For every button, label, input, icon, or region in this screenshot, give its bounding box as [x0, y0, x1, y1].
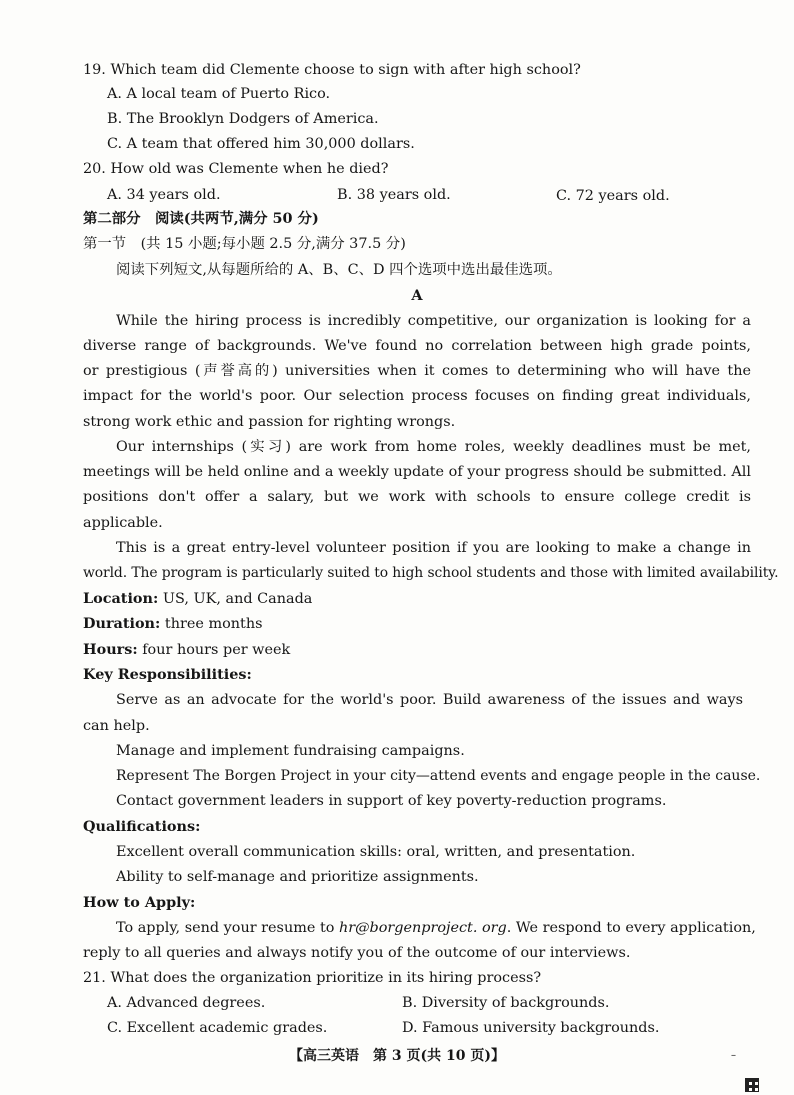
- qualification-1: Excellent overall communication skills: oral, written, and presentation.: [116, 844, 636, 860]
- q20-option-c: C. 72 years old.: [556, 188, 670, 204]
- duration-value: three months: [160, 616, 263, 632]
- p2-line-4: applicable.: [83, 515, 163, 531]
- p2-line-1: Our internships (实习) are work from home roles, weekly deadlines must be met,: [116, 439, 751, 455]
- reading-instruction: 阅读下列短文,从每题所给的 A、B、C、D 四个选项中选出最佳选项。: [116, 262, 562, 278]
- duration-label: Duration:: [83, 615, 161, 632]
- subsection-heading: 第一节 (共 15 小题;每小题 2.5 分,满分 37.5 分): [83, 236, 406, 252]
- page-footer: 【高三英语 第 3 页(共 10 页)】: [289, 1048, 505, 1064]
- footer-mark: –: [731, 1050, 736, 1061]
- duration-row: [83, 614, 751, 634]
- q21-option-b: B. Diversity of backgrounds.: [402, 995, 610, 1011]
- p1-line-2: diverse range of backgrounds. We've found no correlation between high grade points,: [83, 338, 751, 354]
- location-value: US, UK, and Canada: [158, 591, 313, 607]
- p3-line-2: world. The program is particularly suited to high school students and those with limited availability.: [83, 565, 779, 581]
- apply-text-post: . We respond to every application,: [506, 920, 756, 936]
- apply-email: hr@borgenproject. org: [338, 920, 507, 936]
- apply-line-1: [116, 918, 784, 938]
- q21-option-a: A. Advanced degrees.: [107, 995, 266, 1011]
- p2-line-3: positions don't offer a salary, but we work with schools to ensure college credit is: [83, 489, 751, 505]
- p1-line-5: strong work ethic and passion for righting wrongs.: [83, 414, 456, 430]
- passage-letter: A: [411, 287, 423, 304]
- responsibilities-heading: Key Responsibilities:: [83, 666, 252, 683]
- q20-option-b: B. 38 years old.: [337, 187, 451, 203]
- q20-option-a: A. 34 years old.: [107, 187, 221, 203]
- apply-text-pre: To apply, send your resume to: [116, 920, 339, 936]
- q19-option-c: C. A team that offered him 30,000 dollars.: [107, 136, 415, 152]
- qualifications-heading: Qualifications:: [83, 818, 201, 835]
- question-19: 19. Which team did Clemente choose to sign with after high school?: [83, 62, 581, 78]
- responsibility-2: Manage and implement fundraising campaigns.: [116, 743, 465, 759]
- p2-line-2: meetings will be held online and a weekly update of your progress should be submitted. All: [83, 464, 751, 480]
- apply-heading: How to Apply:: [83, 894, 196, 911]
- p1-line-1: While the hiring process is incredibly competitive, our organization is looking for a: [116, 313, 751, 329]
- question-20: 20. How old was Clemente when he died?: [83, 161, 389, 177]
- p3-line-1: This is a great entry-level volunteer position if you are looking to make a change in: [116, 540, 751, 556]
- q21-option-d: D. Famous university backgrounds.: [402, 1020, 660, 1036]
- responsibility-1: Serve as an advocate for the world's poor. Build awareness of the issues and ways: [116, 692, 743, 708]
- responsibility-3: Represent The Borgen Project in your city—attend events and engage people in the cause.: [116, 768, 761, 784]
- qualification-2: Ability to self-manage and prioritize assignments.: [116, 869, 479, 885]
- q19-option-a: A. A local team of Puerto Rico.: [107, 86, 331, 102]
- location-label: Location:: [83, 590, 159, 607]
- hours-value: four hours per week: [137, 642, 291, 658]
- hours-row: [83, 640, 751, 660]
- apply-line-2: reply to all queries and always notify you of the outcome of our interviews.: [83, 945, 631, 961]
- hours-label: Hours:: [83, 641, 138, 658]
- section-part-heading: 第二部分 阅读(共两节,满分 50 分): [83, 210, 319, 227]
- q19-option-b: B. The Brooklyn Dodgers of America.: [107, 111, 379, 127]
- p1-line-4: impact for the world's poor. Our selection process focuses on finding great individuals,: [83, 388, 751, 404]
- q21-option-c: C. Excellent academic grades.: [107, 1020, 328, 1036]
- location-row: [83, 589, 751, 609]
- question-21: 21. What does the organization prioritize in its hiring process?: [83, 970, 542, 986]
- p1-line-3: or prestigious (声誉高的) universities when it comes to determining who will have the: [83, 363, 751, 379]
- responsibility-1-cont: can help.: [83, 718, 150, 734]
- qr-code-icon: [745, 1078, 759, 1092]
- responsibility-4: Contact government leaders in support of key poverty-reduction programs.: [116, 793, 667, 809]
